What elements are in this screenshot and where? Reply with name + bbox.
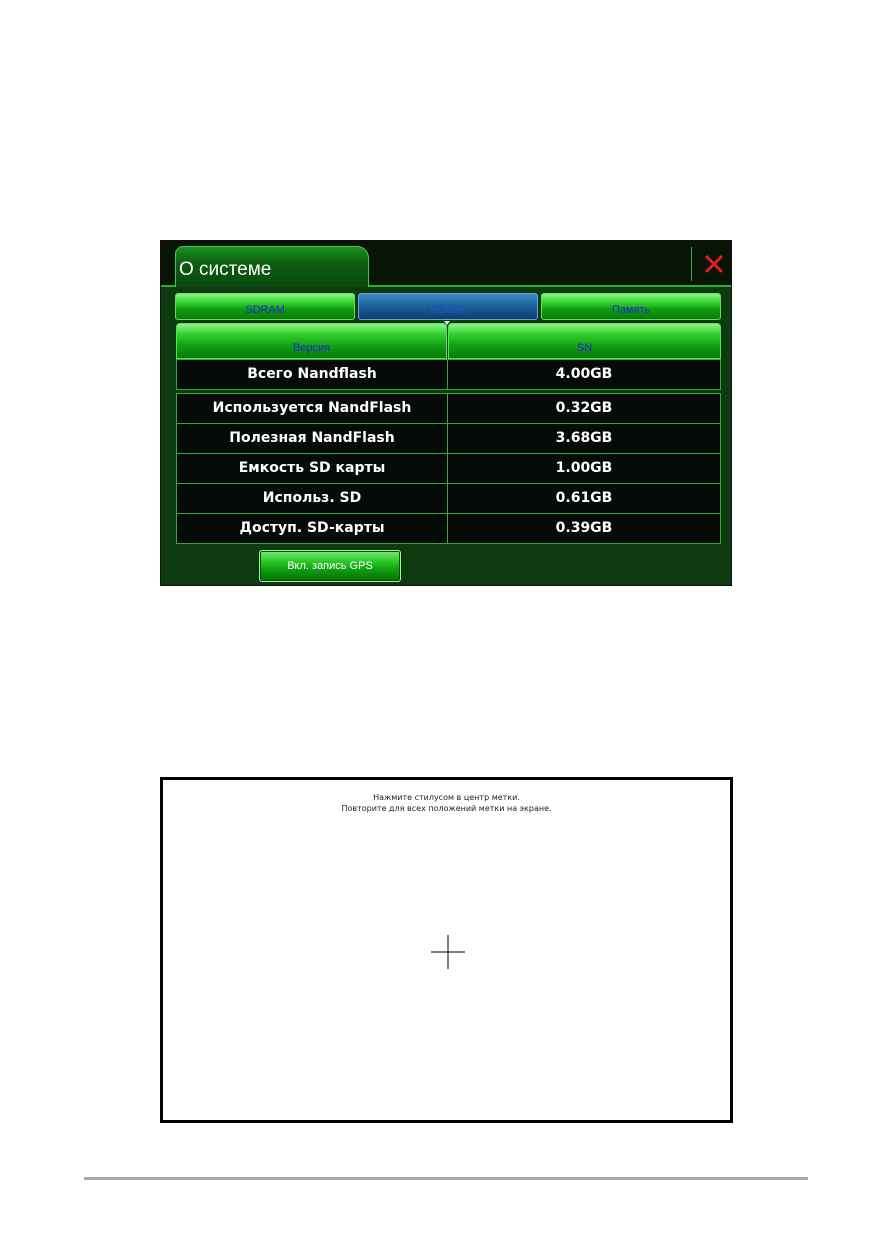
table-row — [176, 359, 721, 390]
table-row — [176, 453, 721, 484]
column-header-version[interactable]: Версия — [176, 323, 447, 359]
row-label: Используется NandFlash — [176, 393, 448, 424]
tab-bar — [175, 293, 721, 320]
tab-sdram[interactable]: SDRAM — [175, 293, 355, 320]
system-info-screen — [160, 240, 732, 586]
tab-flash[interactable]: FLASH — [358, 293, 538, 320]
row-label: Доступ. SD-карты — [176, 513, 448, 544]
page-title: О системе — [179, 259, 272, 280]
crosshair-icon — [431, 935, 465, 969]
row-label: Использ. SD — [176, 483, 448, 514]
table-row — [176, 393, 721, 424]
row-value: 4.00GB — [447, 359, 721, 390]
calibration-target[interactable] — [431, 935, 465, 969]
row-label: Полезная NandFlash — [176, 423, 448, 454]
row-label: Емкость SD карты — [176, 453, 448, 484]
row-label: Всего Nandflash — [176, 359, 448, 390]
row-value: 0.39GB — [447, 513, 721, 544]
close-button[interactable] — [701, 251, 727, 277]
close-icon — [701, 251, 727, 277]
row-value: 0.32GB — [447, 393, 721, 424]
title-bar-divider — [691, 247, 692, 281]
row-value: 1.00GB — [447, 453, 721, 484]
calibration-instruction-2: Повторите для всех положений метки на экране. — [341, 804, 552, 813]
table-row — [176, 423, 721, 454]
gps-record-button[interactable]: Вкл. запись GPS — [259, 550, 401, 582]
tab-memory[interactable]: Память — [541, 293, 721, 320]
table-row — [176, 483, 721, 514]
row-value: 0.61GB — [447, 483, 721, 514]
calibration-instruction-1: Нажмите стилусом в центр метки. — [373, 793, 520, 802]
footer-divider — [84, 1177, 808, 1180]
calibration-screen[interactable] — [160, 777, 733, 1123]
column-header-sn[interactable]: SN — [448, 323, 721, 359]
title-tab — [175, 246, 369, 287]
row-value: 3.68GB — [447, 423, 721, 454]
title-bar — [161, 241, 731, 287]
table-row — [176, 513, 721, 544]
